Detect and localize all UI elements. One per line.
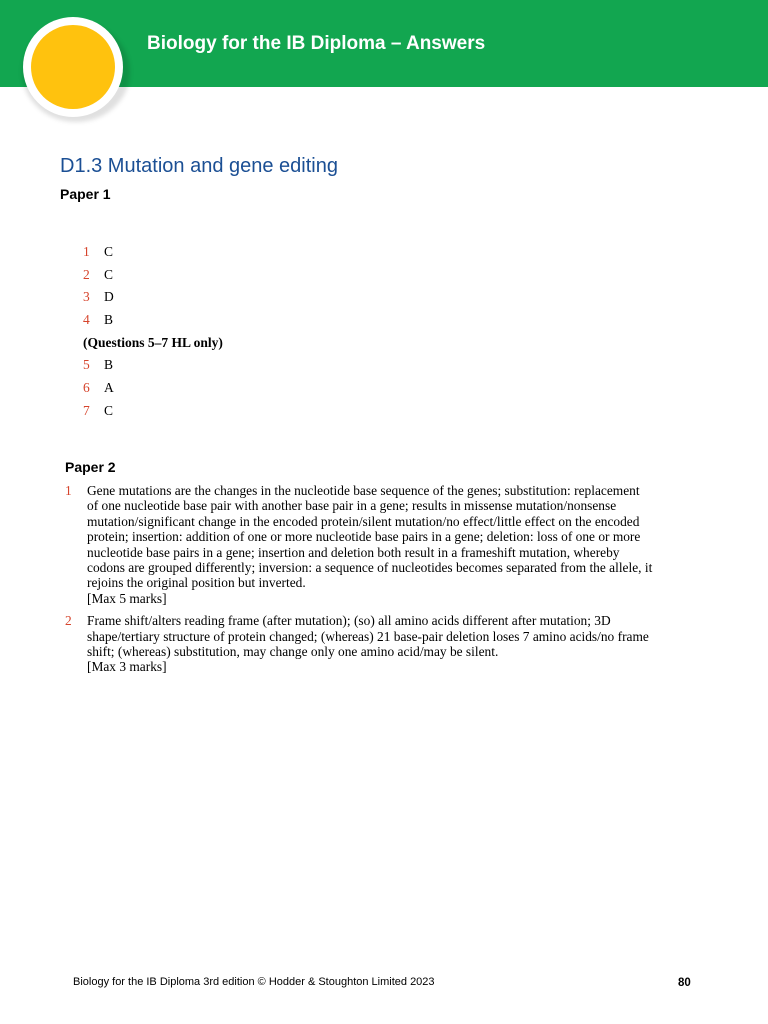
answer-text: B [104,357,114,373]
list-item [83,311,223,334]
header-title: Biology for the IB Diploma – Answers [147,33,486,54]
footer-copyright: Biology for the IB Diploma 3rd edition © Hodder & Stoughton Limited 2023 [73,976,435,988]
answer-line: mutation/significant change in the encoded protein/silent mutation/no effect/little effect on the encoded [87,513,640,529]
question-number: 2 [83,266,90,282]
answer-line: codons are grouped differently; inversion: a sequence of nucleotides becomes separated from the allele, it [87,560,653,576]
paper2-answer-list [65,483,705,682]
question-number: 1 [83,244,90,259]
marks-label: [Max 3 marks] [87,659,167,675]
page-number: 80 [678,977,691,989]
list-item [83,288,223,311]
answer-text: B [104,312,114,328]
answer-text: C [104,402,114,418]
answer-line: protein; insertion: addition of one or more nucleotide base pairs in a gene; deletion: loss of one or more [87,529,641,545]
answer-line: nucleotide base pairs in a gene; insertion and deletion both result in a frameshift mutation, whereby [87,544,620,560]
answer-line: Frame shift/alters reading frame (after mutation); (so) all amino acids different after mutation; 3D [87,613,611,629]
answer-line: shift; (whereas) substitution, may change only one amino acid/may be silent. [87,644,499,660]
logo-icon [31,25,115,109]
list-item [83,402,223,425]
answer-line: rejoins the original position but inverted. [87,575,306,591]
question-number: 1 [65,483,72,498]
question-number: 7 [83,402,90,418]
answer-text: D [104,289,114,305]
question-number: 6 [83,380,90,396]
list-item [83,266,223,289]
question-number: 4 [83,312,90,328]
answer-text: C [104,266,114,282]
answer-line: of one nucleotide base pair with another base pair in a gene; results in missense mutation/nonsense [87,498,617,514]
answer-line: Gene mutations are the changes in the nucleotide base sequence of the genes; substitution: replacement [87,483,640,498]
marks-label: [Max 5 marks] [87,590,167,606]
list-item [65,483,705,606]
section-title: D1.3 Mutation and gene editing [60,155,338,177]
hl-note: (Questions 5–7 HL only) [83,334,223,350]
paper1-heading: Paper 1 [60,186,111,202]
answer-text: A [104,380,114,396]
list-item [83,379,223,402]
question-number: 2 [65,613,72,629]
list-item [83,243,223,266]
answer-text: C [104,244,114,259]
question-number: 5 [83,357,90,373]
list-item [65,613,705,675]
answer-line: shape/tertiary structure of protein changed; (whereas) 21 base-pair deletion loses 7 amino acids/no frame [87,628,649,644]
paper1-answer-list [83,243,223,425]
list-item [83,356,223,379]
question-number: 3 [83,289,90,305]
paper2-heading: Paper 2 [65,459,116,475]
